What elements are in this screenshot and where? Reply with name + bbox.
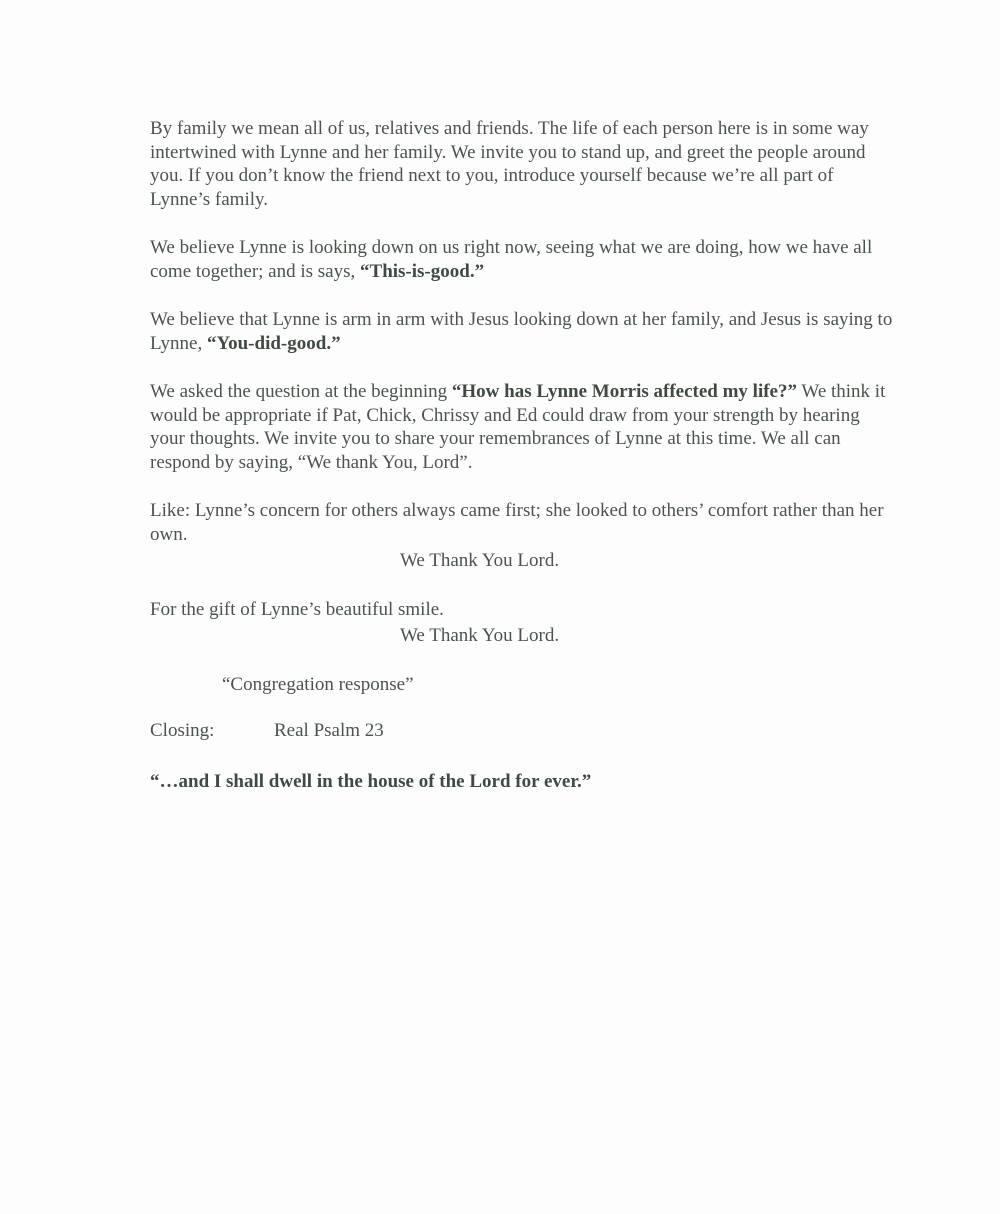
question-quote: “How has Lynne Morris affected my life?” — [451, 381, 797, 402]
you-did-good-quote: “You-did-good.” — [207, 332, 341, 354]
paragraph-concern — [150, 499, 895, 573]
paragraph-looking-down-text: We believe Lynne is looking down on us right now, seeing what we are doing, how we have all come together; and is says, — [150, 237, 873, 282]
paragraph-smile-text: For the gift of Lynne’s beautiful smile. — [150, 598, 444, 620]
closing-label: Closing: — [150, 720, 215, 741]
response-thank-you-2: We Thank You Lord. — [400, 625, 560, 646]
paragraph-smile — [150, 598, 895, 648]
paragraph-arm-in-arm — [150, 308, 895, 355]
response-thank-you-1: We Thank You Lord. — [400, 550, 560, 571]
paragraph-looking-down — [150, 236, 895, 283]
paragraph-concern-text: Like: Lynne’s concern for others always came first; she looked to others’ comfort rather than her own. — [150, 500, 884, 545]
closing-value: Real Psalm 23 — [274, 720, 384, 741]
congregation-response: “Congregation response” — [222, 673, 414, 695]
document-body — [150, 117, 895, 793]
paragraph-question-intro: We asked the question at the beginning — [150, 381, 452, 402]
this-is-good-quote: “This-is-good.” — [360, 260, 485, 282]
closing-row — [150, 719, 895, 743]
paragraph-question — [150, 380, 895, 474]
paragraph-family — [150, 117, 895, 211]
paragraph-arm-in-arm-text: We believe that Lynne is arm in arm with Jesus looking down at her family, and Jesus is saying to Lynne, — [150, 309, 893, 354]
paragraph-family-text: By family we mean all of us, relatives and friends. The life of each person here is in some way intertwined with Lynne and her family. We invite you to stand up, and greet the people around you. If you don’t know the friend next to you, introduce yourself because we’re all part of Lynne’s family. — [150, 118, 869, 210]
final-quote: “…and I shall dwell in the house of the Lord for ever.” — [150, 770, 592, 792]
paragraph-question-rest: We think it would be appropriate if Pat, Chick, Chrissy and Ed could draw from your strength by hearing your thoughts. We invite you to share your remembrances of Lynne at this time. We all can respond by saying, “We thank You, Lord”. — [150, 381, 886, 473]
